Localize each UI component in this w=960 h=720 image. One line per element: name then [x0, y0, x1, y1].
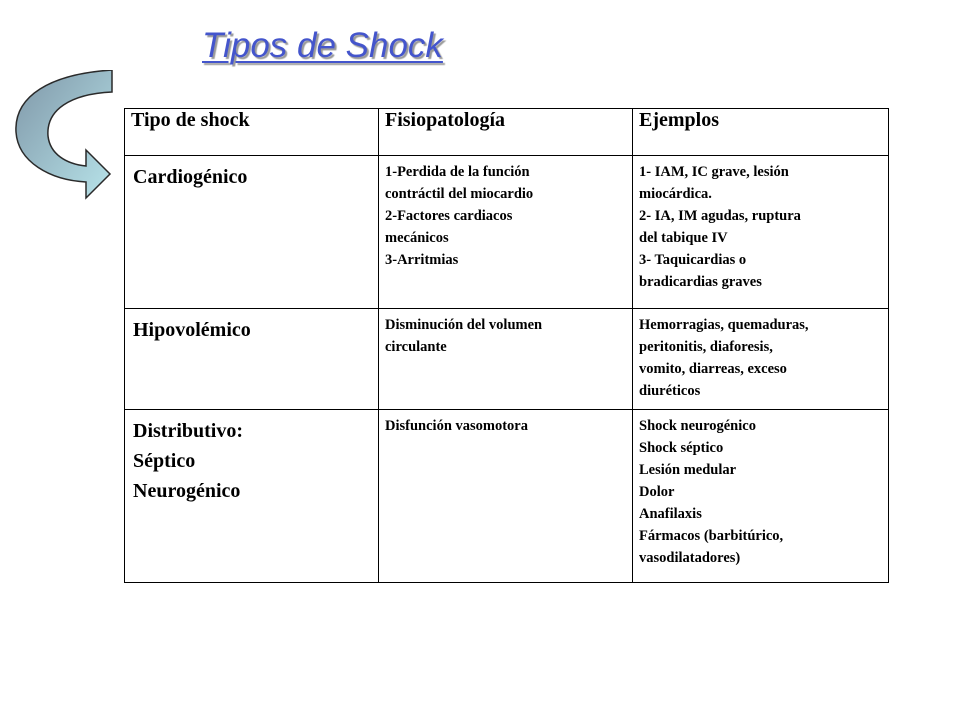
- type-cell: [125, 410, 379, 583]
- fisio-line: 2-Factores cardiacos: [385, 208, 513, 224]
- fisio-line: 1-Perdida de la función: [385, 164, 530, 180]
- ejemplo-line: Hemorragias, quemaduras,: [639, 317, 809, 333]
- table-row: [125, 156, 889, 309]
- type-text: Cardiogénico: [133, 166, 248, 188]
- table-row: [125, 410, 889, 583]
- title-container: [202, 26, 443, 66]
- header-ejemplos: Ejemplos: [633, 109, 889, 156]
- ejemplo-line: Lesión medular: [639, 462, 737, 478]
- fisio-line: mecánicos: [385, 230, 449, 246]
- ejemplo-line: miocárdica.: [639, 186, 712, 202]
- ejemplos-cell: [633, 309, 889, 410]
- ejemplo-line: vomito, diarreas, exceso: [639, 361, 787, 377]
- ejemplos-cell: [633, 410, 889, 583]
- fisio-line: Disminución del volumen: [385, 317, 543, 333]
- shock-table: [124, 108, 889, 583]
- ejemplo-line: 3- Taquicardias o: [639, 252, 747, 268]
- fisiopatologia-cell: [379, 156, 633, 309]
- ejemplo-line: Dolor: [639, 484, 675, 500]
- type-text: Séptico: [133, 450, 196, 472]
- type-text: Hipovolémico: [133, 319, 251, 341]
- type-text: Distributivo:: [133, 420, 243, 442]
- ejemplo-line: 1- IAM, IC grave, lesión: [639, 164, 789, 180]
- type-cell: [125, 156, 379, 309]
- table-header-row: [125, 109, 889, 156]
- fisio-line: 3-Arritmias: [385, 252, 459, 268]
- ejemplo-line: Shock neurogénico: [639, 418, 756, 434]
- ejemplo-line: vasodilatadores): [639, 550, 741, 566]
- curved-arrow-icon: [10, 70, 120, 210]
- ejemplo-line: peritonitis, diaforesis,: [639, 339, 773, 355]
- ejemplos-cell: [633, 156, 889, 309]
- ejemplo-line: 2- IA, IM agudas, ruptura: [639, 208, 801, 224]
- ejemplo-line: Fármacos (barbitúrico,: [639, 528, 784, 544]
- type-cell: [125, 309, 379, 410]
- slide-title: Tipos de Shock: [202, 26, 443, 65]
- fisio-line: circulante: [385, 339, 447, 355]
- header-tipo: Tipo de shock: [125, 109, 379, 156]
- ejemplo-line: diuréticos: [639, 383, 701, 399]
- ejemplo-line: Shock séptico: [639, 440, 724, 456]
- fisiopatologia-cell: [379, 309, 633, 410]
- type-text: Neurogénico: [133, 480, 241, 502]
- fisiopatologia-cell: [379, 410, 633, 583]
- fisio-line: Disfunción vasomotora: [385, 418, 528, 434]
- ejemplo-line: del tabique IV: [639, 230, 728, 246]
- table-row: [125, 309, 889, 410]
- ejemplo-line: bradicardias graves: [639, 274, 762, 290]
- ejemplo-line: Anafilaxis: [639, 506, 702, 522]
- header-fisiopatologia: Fisiopatología: [379, 109, 633, 156]
- fisio-line: contráctil del miocardio: [385, 186, 534, 202]
